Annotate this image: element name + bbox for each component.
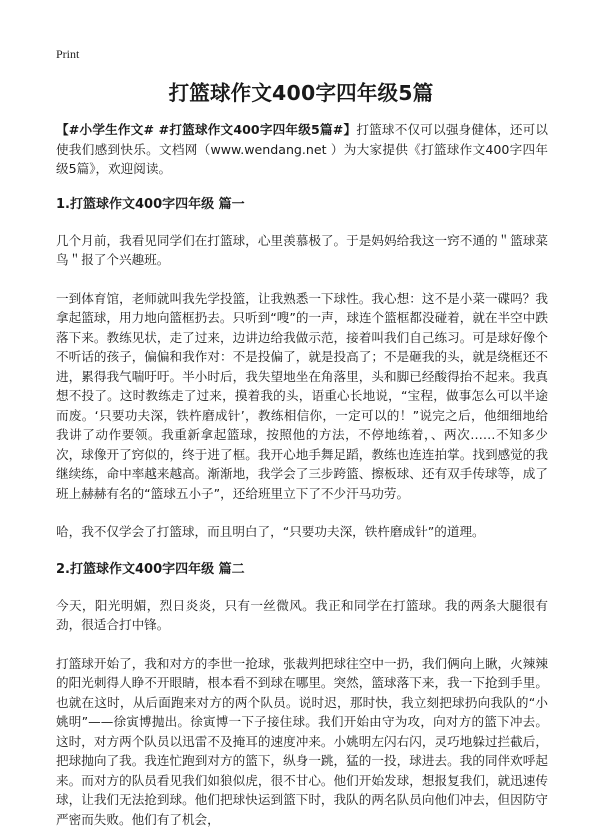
intro-text: 打篮球不仅可以强身健体，还可以使我们感到快乐。文档网（www.wendang.net ）为大家提供《打篮球作文400字四年级5篇》，欢迎阅读。 xyxy=(56,122,548,176)
print-label: Print xyxy=(56,47,79,62)
section-1-paragraph-1: 几个月前，我看见同学们在打篮球，心里羡慕极了。于是妈妈给我这一窍不通的＂篮球菜鸟＂报了个兴趣班。 xyxy=(56,231,548,270)
section-heading-1: 1.打篮球作文400字四年级 篇一 xyxy=(56,195,548,215)
section-2-paragraph-1: 今天，阳光明媚，烈日炎炎，只有一丝微风。我正和同学在打篮球。我的两条大腿很有劲，很适合打中锋。 xyxy=(56,596,548,635)
section-heading-2: 2.打篮球作文400字四年级 篇二 xyxy=(56,560,548,580)
intro-tags: 【#小学生作文# #打篮球作文400字四年级5篇#】 xyxy=(56,122,356,137)
section-2-paragraph-2: 打篮球开始了，我和对方的李世一抢球，张裁判把球往空中一扔，我们俩向上瞅，火辣辣的阳光刺得人睁不开眼睛，根本看不到球在哪里。突然，篮球落下来，我一下抢到手里。也就在这时，从后面跑来对方的两个队员。说时迟，那时快，我立刻把球扔向我队的“小姚明”——徐寅博抛出。徐寅博一下子接住球。我们开始由守为攻，向对方的篮下冲去。这时，对方两个队员以迅雷不及掩耳的速度冲来。小姚明左闪右闪，灵巧地躲过拦截后，把球抛向了我。我连忙跑到对方的篮下，纵身一跳，猛的一投，球进去。我的同伴欢呼起来。而对方的队员看见我们如狼似虎，很不甘心。他们开始发球，想报复我们，就迅速传球，让我们无法抢到球。他们把球快运到篮下时，我队的两名队员向他们冲去，但因防守严密而失败。他们有了机会， xyxy=(56,654,548,829)
section-1-paragraph-2: 一到体育馆，老师就叫我先学投篮，让我熟悉一下球性。我心想：这不是小菜一碟吗？我拿起篮球，用力地向篮框扔去。只听到“嗖”的一声，球连个篮框都没碰着，就在半空中跌落下来。教练见状，走了过来，边讲边给我做示范，接着叫我们自己练习。可是球好像个不听话的孩子，偏偏和我作对：不是投偏了，就是投高了；不是砸我的头，就是绕框还不进，累得我气喘吁吁。半小时后，我失望地坐在角落里，头和脚已经酸得抬不起来。我真想不投了。这时教练走了过来，摸着我的头，语重心长地说，“宝程，做事怎么可以半途而废。‘只要功夫深，铁杵磨成针’，教练相信你，一定可以的！”说完之后，他细细地给我讲了动作要领。我重新拿起篮球，按照他的方法，不停地练着，、两次……不知多少次，球像开了窍似的，终于进了框。我开心地手舞足蹈，教练也连连拍掌。找到感觉的我继续练，命中率越来越高。渐渐地，我学会了三步跨篮、擦板球、还有双手传球等，成了班上赫赫有名的“篮球五小子”，还给班里立下了不少汗马功劳。 xyxy=(56,289,548,504)
document-body xyxy=(56,120,548,829)
intro-paragraph xyxy=(56,120,548,179)
page-title: 打篮球作文400字四年级5篇 xyxy=(56,76,546,106)
section-1-paragraph-3: 哈，我不仅学会了打篮球，而且明白了，“只要功夫深，铁杵磨成针”的道理。 xyxy=(56,522,548,542)
